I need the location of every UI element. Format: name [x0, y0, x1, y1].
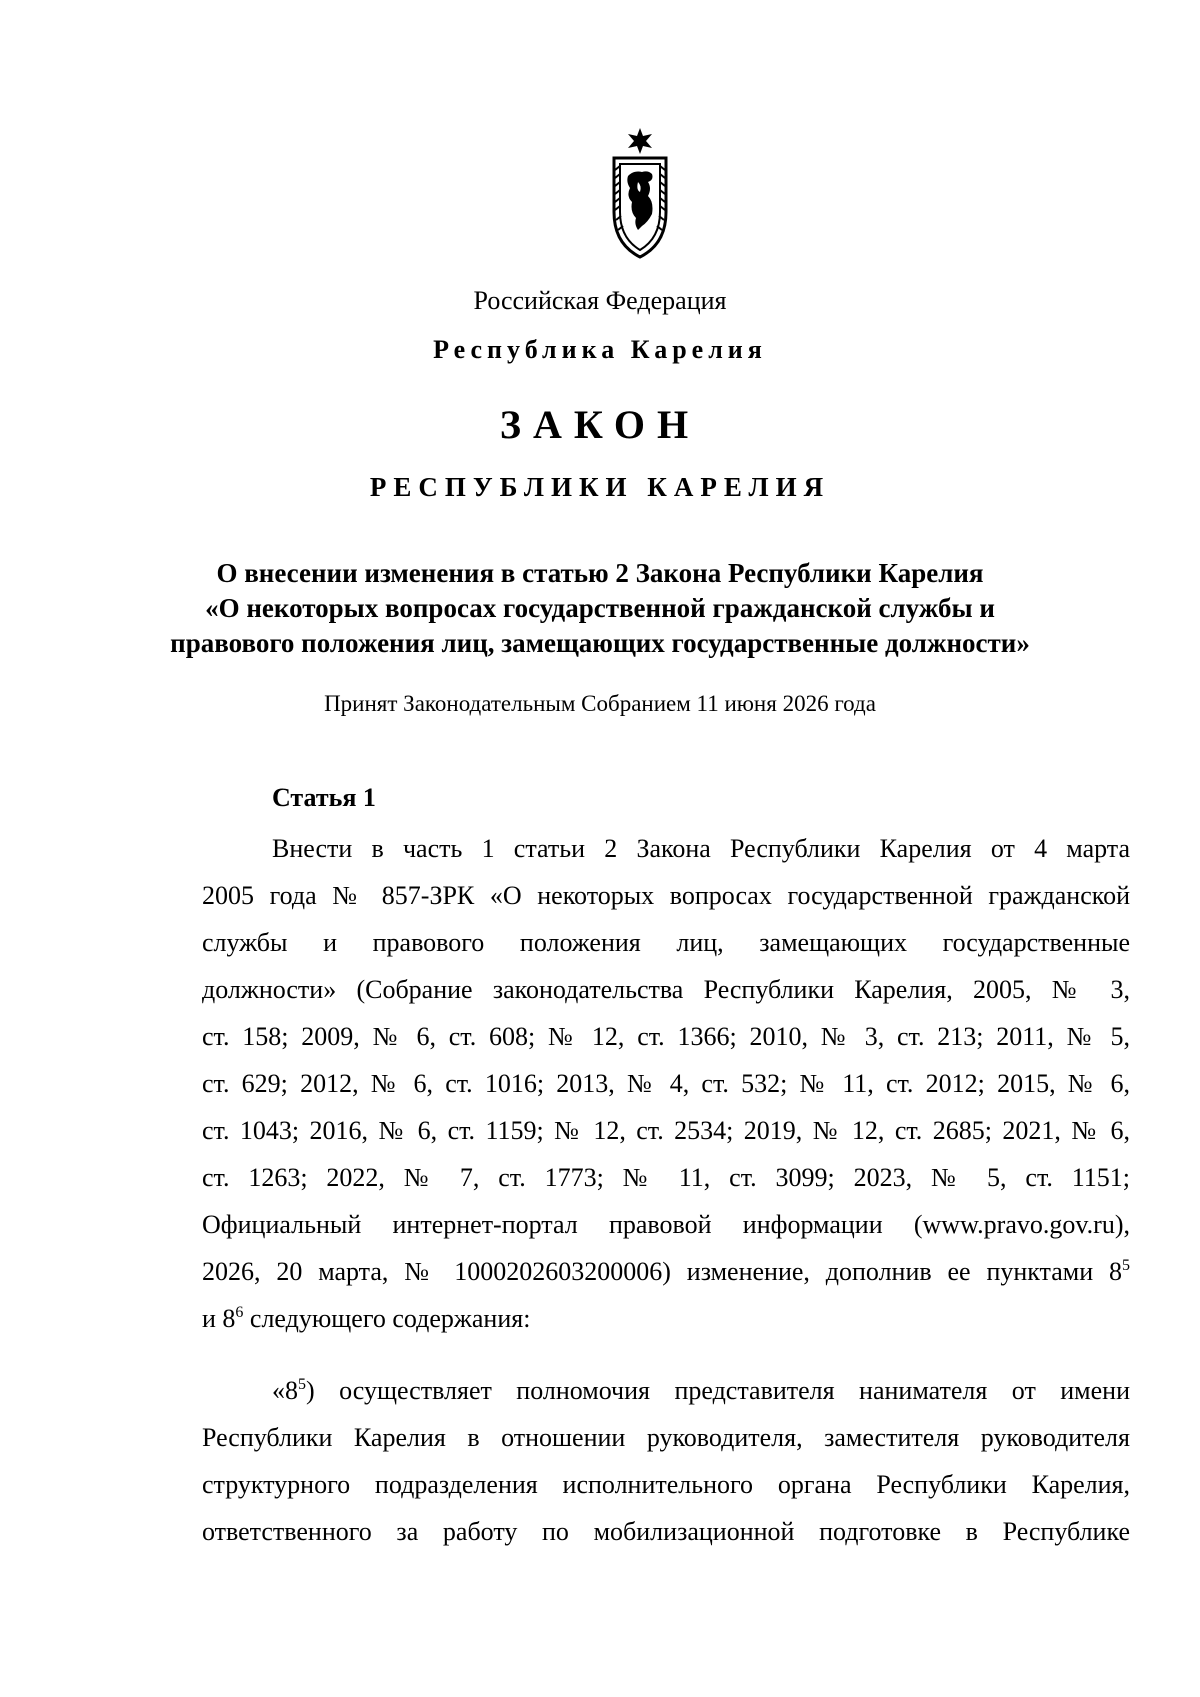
paragraph-line: структурного подразделения исполнительного органа Республики Карелия,	[202, 1470, 1130, 1499]
law-title	[0, 556, 1200, 661]
paragraph-line: Внести в часть 1 статьи 2 Закона Республики Карелия от 4 марта	[272, 834, 1130, 863]
paragraph-line-text: 2026, 20 марта, № 1000202603200006) изменение, дополнив ее пунктами 8	[202, 1257, 1122, 1286]
paragraph-line-text: ) осуществляет полномочия представителя нанимателя от имени	[306, 1376, 1130, 1405]
adoption-note: Принят Законодательным Собранием 11 июня 2026 года	[324, 691, 876, 716]
document-type: ЗАКОН	[499, 402, 701, 447]
paragraph-line: должности» (Собрание законодательства Республики Карелия, 2005, № 3,	[202, 975, 1130, 1004]
superscript: 6	[235, 1304, 244, 1321]
paragraph-line-text: «8	[272, 1376, 298, 1405]
paragraph-line-text: следующего содержания:	[243, 1304, 531, 1333]
paragraph-line: ст. 1263; 2022, № 7, ст. 1773; № 11, ст. 3099; 2023, № 5, ст. 1151;	[202, 1163, 1130, 1192]
document-type-subtitle: РЕСПУБЛИКИ КАРЕЛИЯ	[369, 472, 831, 502]
paragraph-line: Республики Карелия в отношении руководителя, заместителя руководителя	[202, 1423, 1130, 1452]
paragraph-line	[202, 1248, 1130, 1295]
law-title-line: О внесении изменения в статью 2 Закона Республики Карелия	[216, 558, 984, 588]
article-paragraph-2	[202, 1367, 1130, 1555]
superscript: 5	[1122, 1257, 1130, 1274]
article-heading: Статья 1	[272, 783, 376, 812]
paragraph-line: ст. 1043; 2016, № 6, ст. 1159; № 12, ст. 2534; 2019, № 12, ст. 2685; 2021, № 6,	[202, 1116, 1130, 1145]
republic-name: Республика Карелия	[433, 335, 767, 364]
law-title-line: «О некоторых вопросах государственной гражданской службы и	[205, 593, 995, 623]
paragraph-line: 2005 года № 857-ЗРК «О некоторых вопросах государственной гражданской	[202, 881, 1130, 910]
paragraph-line-text: и 8	[202, 1304, 236, 1333]
law-title-line: правового положения лиц, замещающих государственные должности»	[170, 628, 1030, 658]
paragraph-line: ответственного за работу по мобилизационной подготовке в Республике	[202, 1517, 1130, 1546]
paragraph-line: ст. 158; 2009, № 6, ст. 608; № 12, ст. 1366; 2010, № 3, ст. 213; 2011, № 5,	[202, 1022, 1130, 1051]
paragraph-line	[202, 1295, 1130, 1342]
paragraph-line: Официальный интернет-портал правовой информации (www.pravo.gov.ru),	[202, 1210, 1130, 1239]
article-paragraph-1	[202, 825, 1130, 1342]
paragraph-line	[202, 1367, 1130, 1414]
country-name: Российская Федерация	[473, 286, 727, 315]
superscript: 5	[298, 1376, 306, 1393]
paragraph-line: службы и правового положения лиц, замещающих государственные	[202, 928, 1130, 957]
paragraph-line: ст. 629; 2012, № 6, ст. 1016; 2013, № 4, ст. 532; № 11, ст. 2012; 2015, № 6,	[202, 1069, 1130, 1098]
coat-of-arms-emblem	[608, 126, 672, 259]
